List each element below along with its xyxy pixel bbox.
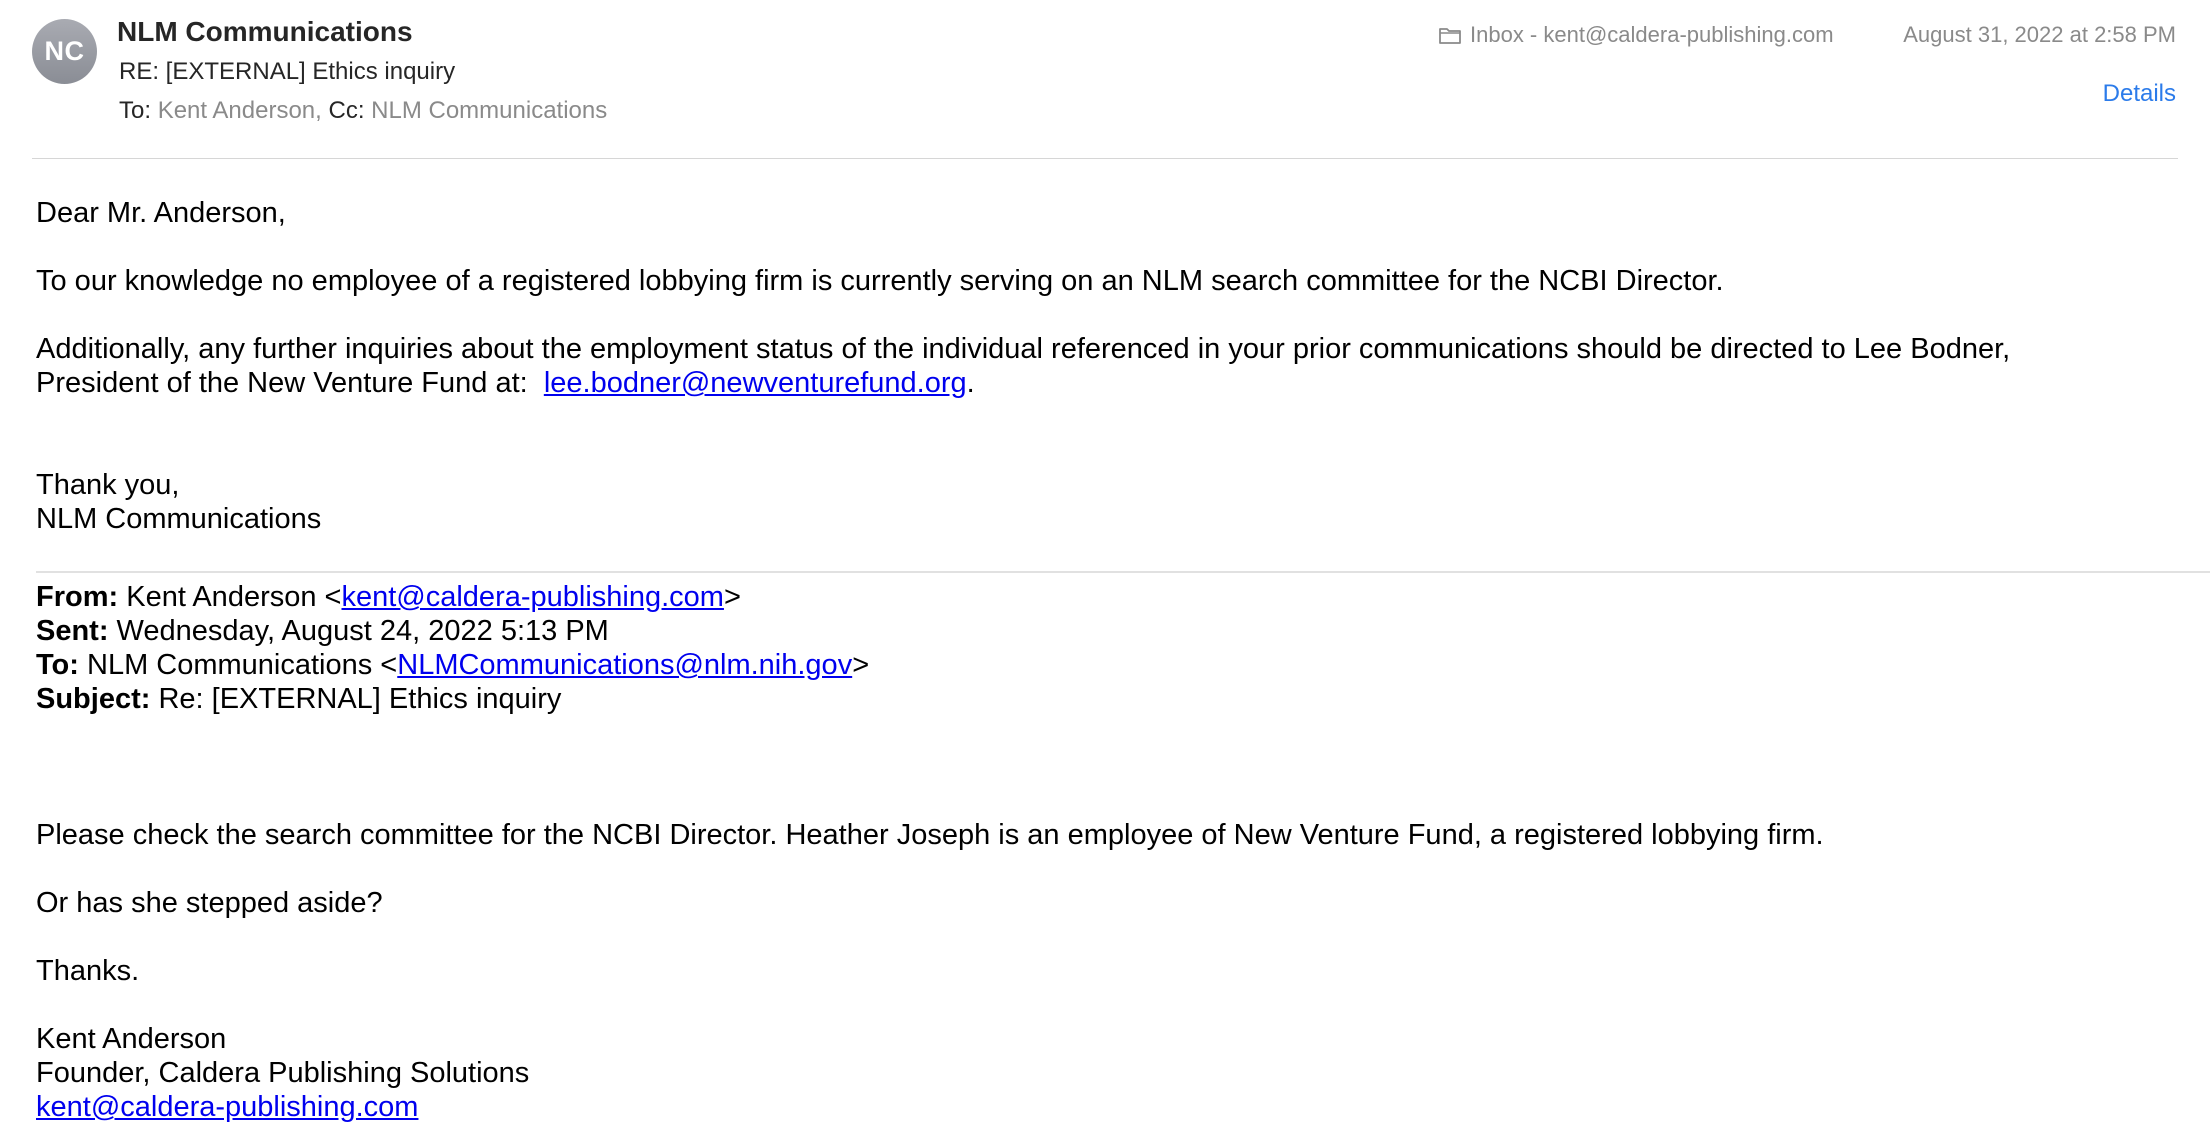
quoted-signature-title: Founder, Caldera Publishing Solutions — [36, 1057, 530, 1089]
quoted-message-line-1: Please check the search committee for the NCBI Director. Heather Joseph is an employee of New Venture Fund, a registered lobbying firm. — [36, 819, 1824, 851]
quoted-from-name: Kent Anderson < — [118, 581, 342, 613]
message-subject: RE: [EXTERNAL] Ethics inquiry — [119, 58, 456, 85]
paragraph-2-suffix: . — [966, 367, 975, 399]
paragraph-2-prefix: President of the New Venture Fund at: — [36, 367, 544, 399]
mailbox-location[interactable] — [1438, 22, 1834, 48]
quoted-subject-label: Subject: — [36, 683, 151, 715]
quoted-from-close: > — [723, 581, 741, 613]
greeting: Dear Mr. Anderson, — [36, 197, 286, 229]
quoted-sent-label: Sent: — [36, 615, 109, 647]
to-label: To: — [119, 97, 152, 124]
message-body — [36, 196, 2176, 536]
quoted-to-label: To: — [36, 649, 79, 681]
quoted-from-email-link[interactable]: kent@caldera-publishing.com — [341, 581, 724, 613]
recipients-line — [119, 97, 607, 125]
message-date: August 31, 2022 at 2:58 PM — [1903, 22, 2176, 47]
quoted-from-line — [36, 580, 2176, 614]
quoted-message-line-3: Thanks. — [36, 955, 140, 987]
signature: NLM Communications — [36, 503, 322, 535]
quoted-subject-line — [36, 682, 2176, 716]
quoted-message-line-2: Or has she stepped aside? — [36, 887, 383, 919]
sender-name[interactable]: NLM Communications — [117, 16, 413, 47]
body-paragraph-2-line-1: Additionally, any further inquiries about the employment status of the individual referenced in your prior communications should be directed to Lee Bodner, — [36, 333, 2011, 365]
quoted-to-line — [36, 648, 2176, 682]
quoted-signature-name: Kent Anderson — [36, 1023, 227, 1055]
avatar-initials: NC — [44, 36, 85, 66]
quoted-signature-email-line — [36, 1090, 2176, 1124]
cc-recipient[interactable]: NLM Communications — [371, 97, 608, 124]
quoted-message — [36, 580, 2176, 1124]
quoted-signature-email-link[interactable]: kent@caldera-publishing.com — [36, 1091, 419, 1123]
quoted-divider — [36, 571, 2210, 573]
quoted-sent-value: Wednesday, August 24, 2022 5:13 PM — [108, 615, 609, 647]
quoted-to-close: > — [852, 649, 870, 681]
cc-label: Cc: — [328, 97, 365, 124]
details-link[interactable]: Details — [2102, 80, 2176, 107]
sender-avatar — [32, 19, 97, 84]
quoted-subject-value: Re: [EXTERNAL] Ethics inquiry — [150, 683, 562, 715]
quoted-to-email-link[interactable]: NLMCommunications@nlm.nih.gov — [397, 649, 853, 681]
closing: Thank you, — [36, 469, 180, 501]
to-recipient[interactable]: Kent Anderson, — [157, 97, 322, 124]
message-header — [0, 0, 2210, 160]
bodner-email-link[interactable]: lee.bodner@newventurefund.org — [543, 367, 967, 399]
quoted-sent-line — [36, 614, 2176, 648]
quoted-from-label: From: — [36, 581, 119, 613]
quoted-to-name: NLM Communications < — [78, 649, 398, 681]
mailbox-label: Inbox - kent@caldera-publishing.com — [1470, 22, 1834, 47]
folder-icon — [1438, 25, 1462, 45]
body-paragraph-1: To our knowledge no employee of a registered lobbying firm is currently serving on an NLM search committee for the NCBI Director. — [36, 265, 1724, 297]
header-divider — [32, 158, 2178, 159]
body-paragraph-2-line-2 — [36, 366, 2176, 400]
